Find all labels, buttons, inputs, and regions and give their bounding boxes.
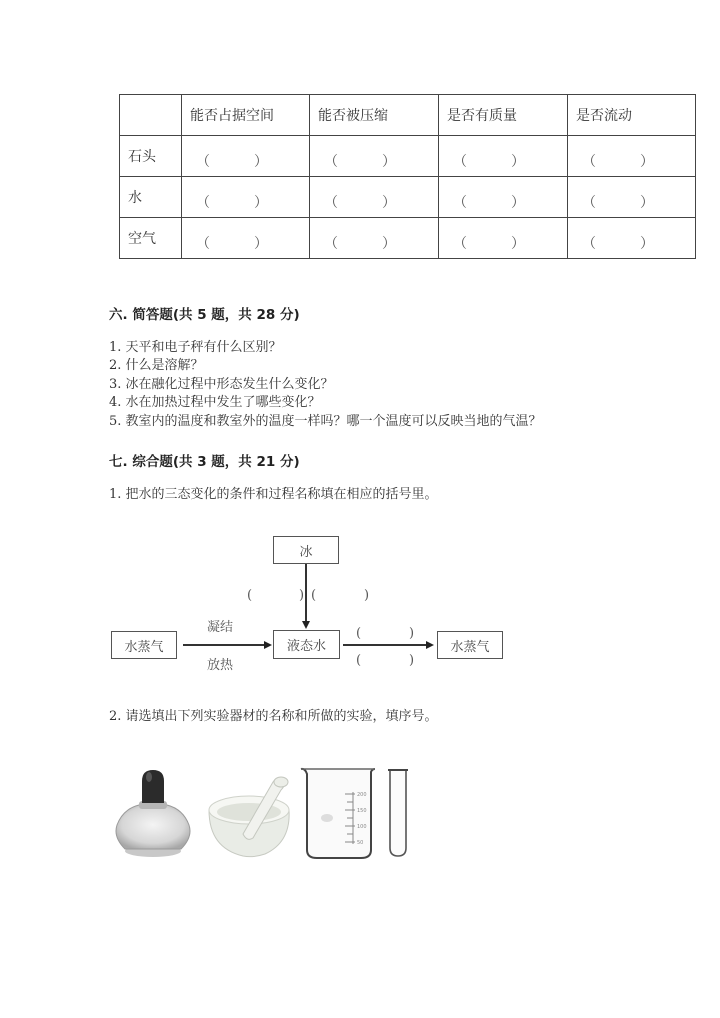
- question-item: 1. 把水的三态变化的条件和过程名称填在相应的括号里。: [109, 487, 438, 502]
- table-header-row: [120, 95, 696, 136]
- blank-paren: ): [364, 588, 370, 603]
- answer-blank[interactable]: （ ）: [182, 177, 310, 218]
- answer-blank[interactable]: （ ）: [568, 136, 696, 177]
- blank-paren: (: [247, 588, 253, 603]
- question-item: 4. 水在加热过程中发生了哪些变化？: [109, 395, 321, 411]
- question-item: 1. 天平和电子秤有什么区别？: [109, 340, 282, 355]
- short-answer-list: [109, 339, 542, 431]
- answer-blank[interactable]: （ ）: [310, 218, 439, 259]
- question-item: 2. 什么是溶解？: [109, 358, 204, 374]
- condensation-label: 凝结: [207, 620, 234, 635]
- liquid-water-box: 液态水: [273, 630, 340, 659]
- answer-blank[interactable]: （ ）: [568, 218, 696, 259]
- answer-blank[interactable]: （ ）: [439, 218, 568, 259]
- ice-box: 冰: [273, 536, 339, 564]
- blank-paren: ): [409, 626, 415, 641]
- table-header-cell: 是否有质量: [439, 95, 568, 136]
- section-7-title: 七. 综合题(共 3 题，共 21 分): [109, 454, 300, 470]
- properties-table: [119, 94, 696, 259]
- arrow-right-icon: [426, 641, 434, 649]
- arrow-right-icon: [264, 641, 272, 649]
- answer-blank[interactable]: （ ）: [182, 218, 310, 259]
- mortar-pestle-icon: [203, 768, 295, 863]
- alcohol-lamp-icon: [105, 765, 200, 865]
- answer-blank[interactable]: （ ）: [568, 177, 696, 218]
- blank-paren: (: [311, 588, 317, 603]
- beaker-mark: 50: [357, 840, 364, 846]
- question-item: 3. 冰在融化过程中形态发生什么变化？: [109, 376, 334, 392]
- liquid-to-vapor-line: [343, 644, 427, 646]
- answer-blank[interactable]: （ ）: [439, 136, 568, 177]
- row-label: 石头: [120, 136, 182, 177]
- blank-paren: ): [409, 653, 415, 668]
- test-tube-icon: [386, 768, 410, 860]
- table-header-cell: 能否被压缩: [310, 95, 439, 136]
- blank-paren: (: [356, 653, 362, 668]
- table-row: [120, 218, 696, 259]
- question-item: 5. 教室内的温度和教室外的温度一样吗？哪一个温度可以反映当地的气温？: [109, 413, 542, 429]
- table-row: [120, 136, 696, 177]
- arrow-down-icon: [302, 621, 310, 629]
- row-label: 空气: [120, 218, 182, 259]
- table-header-cell: 能否占据空间: [182, 95, 310, 136]
- question-item: 2. 请选填出下列实验器材的名称和所做的实验，填序号。: [109, 709, 438, 724]
- beaker-mark: 100: [357, 824, 367, 830]
- vapor-to-liquid-line: [183, 644, 265, 646]
- blank-paren: ): [299, 588, 305, 603]
- beaker-mark: 150: [357, 808, 367, 814]
- answer-blank[interactable]: （ ）: [182, 136, 310, 177]
- row-label: 水: [120, 177, 182, 218]
- table-row: [120, 177, 696, 218]
- beaker-icon: [297, 766, 379, 862]
- ice-to-liquid-line: [305, 564, 307, 623]
- answer-blank[interactable]: （ ）: [310, 136, 439, 177]
- table-header-cell: [120, 95, 182, 136]
- answer-blank[interactable]: （ ）: [310, 177, 439, 218]
- vapor-box-left: 水蒸气: [111, 631, 177, 659]
- answer-blank[interactable]: （ ）: [439, 177, 568, 218]
- vapor-box-right: 水蒸气: [437, 631, 503, 659]
- beaker-mark: 200: [357, 792, 367, 798]
- blank-paren: (: [356, 626, 362, 641]
- table-header-cell: 是否流动: [568, 95, 696, 136]
- section-6-title: 六. 简答题(共 5 题，共 28 分): [109, 307, 300, 323]
- release-heat-label: 放热: [207, 658, 234, 673]
